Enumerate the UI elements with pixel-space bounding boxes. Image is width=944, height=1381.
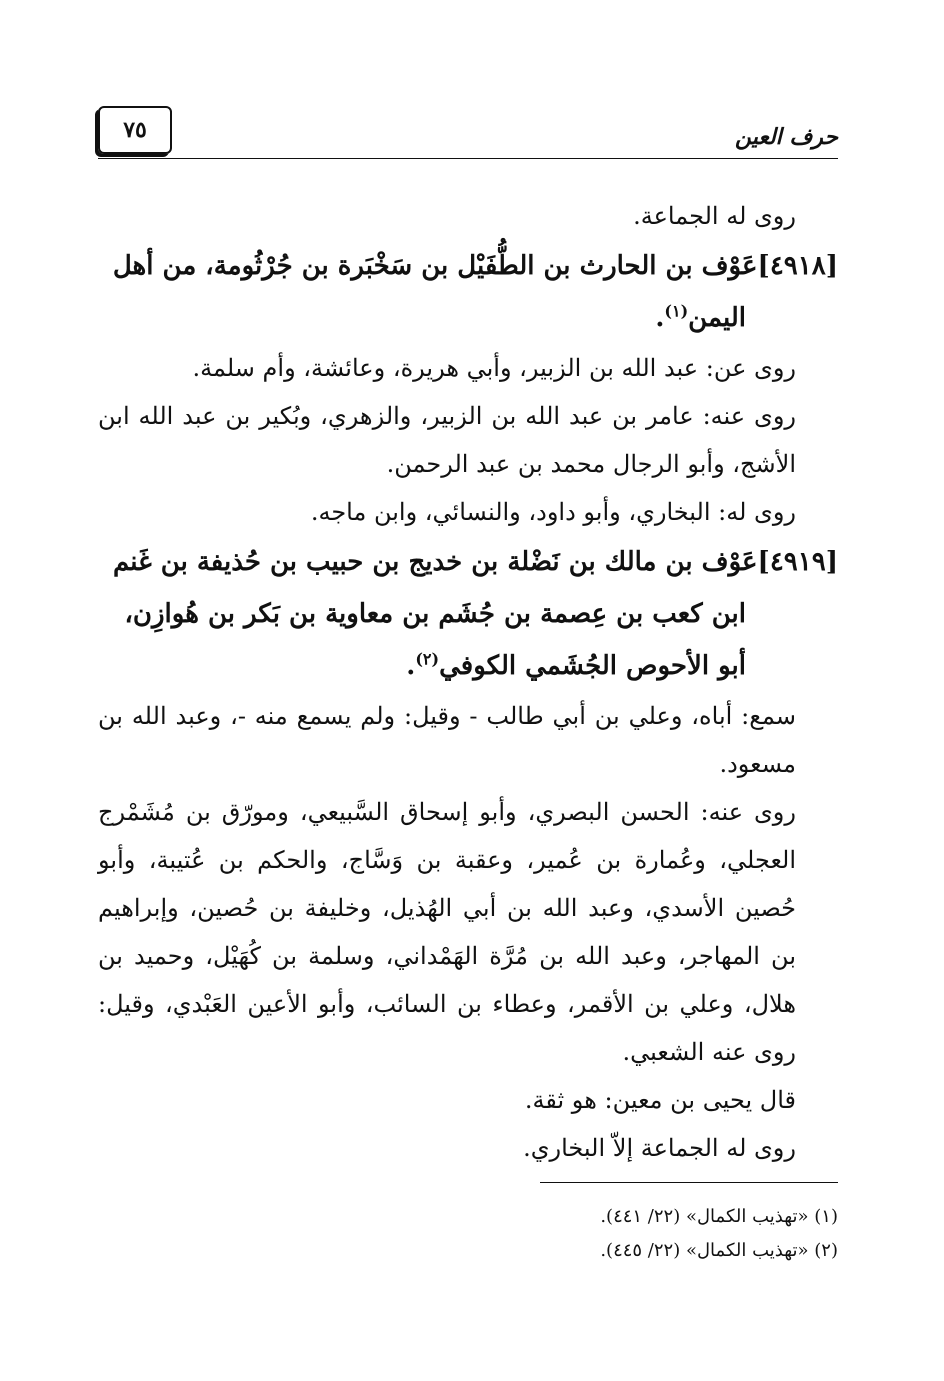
page-number-box — [98, 106, 172, 154]
entry-number: [٤٩١٩] — [757, 547, 838, 577]
header-rule — [98, 158, 838, 159]
entry-heading-continuation: ابن كعب بن عِصمة بن جُشَم بن معاوية بن بَكر بن هُوازِن، — [124, 599, 746, 629]
footnote-ref: (١) — [664, 301, 689, 321]
entry-name: عَوْف بن الحارث بن الطُّفَيْل بن سَخْبَرة بن جُرْثُومة، من أهل — [112, 251, 758, 281]
entry-heading-4918 — [98, 240, 838, 292]
footnote-ref: (٢) — [415, 649, 440, 669]
footnotes — [600, 1200, 838, 1268]
page-number: ٧٥ — [123, 117, 147, 143]
footnote-rule — [540, 1182, 838, 1183]
paragraph: سمع: أباه، وعلي بن أبي طالب - وقيل: ولم يسمع منه -، وعبد الله بن مسعود. — [98, 702, 796, 778]
page-body — [98, 192, 838, 1172]
entry-end-punct: . — [406, 651, 416, 681]
entry-heading-4919 — [98, 536, 838, 588]
entry-heading-continuation — [98, 640, 838, 692]
entry-end-punct: . — [655, 303, 665, 333]
entry-number: [٤٩١٨] — [757, 251, 838, 281]
running-title: حرف العين — [734, 124, 838, 150]
paragraph: قال يحيى بن معين: هو ثقة. — [524, 1086, 796, 1114]
footnote: (٢) «تهذيب الكمال» (٢٢/ ٤٤٥). — [600, 1240, 838, 1261]
paragraph: روى عن: عبد الله بن الزبير، وأبي هريرة، وعائشة، وأم سلمة. — [192, 354, 796, 382]
footnote: (١) «تهذيب الكمال» (٢٢/ ٤٤١). — [600, 1206, 838, 1227]
paragraph: روى له الجماعة. — [633, 202, 796, 230]
entry-heading-continuation — [98, 292, 838, 344]
entry-name: عَوْف بن مالك بن نَضْلة بن خديج بن حبيب بن حُذيفة بن غَنم — [112, 547, 758, 577]
page-header — [98, 100, 838, 162]
paragraph: روى له الجماعة إلاّ البخاري. — [523, 1134, 796, 1162]
paragraph: روى عنه: الحسن البصري، وأبو إسحاق السَّبيعي، ومورّق بن مُشَمْرج العجلي، وعُمارة بن عُمير، وعقبة بن وَسَّاج، والحكم بن عُتيبة، وأبو حُصين الأسدي، وعبد الله بن أبي الهُذيل، وخليفة بن حُصين، وإبراهيم بن المهاجر، وعبد الله بن مُرَّة الهَمْداني، وسلمة بن كُهَيْل، وحميد بن هلال، وعلي بن الأقمر، وعطاء بن السائب، وأبو الأعين العَبْدي، وقيل: روى عنه الشعبي. — [98, 798, 796, 1066]
entry-name-continued: اليمن — [688, 303, 746, 333]
entry-name-continued: أبو الأحوص الجُشَمي الكوفي — [439, 651, 746, 681]
paragraph: روى عنه: عامر بن عبد الله بن الزبير، والزهري، وبُكير بن عبد الله ابن الأشج، وأبو الرجال محمد بن عبد الرحمن. — [98, 402, 796, 478]
paragraph: روى له: البخاري، وأبو داود، والنسائي، وابن ماجه. — [310, 498, 796, 526]
book-page — [98, 100, 838, 1320]
